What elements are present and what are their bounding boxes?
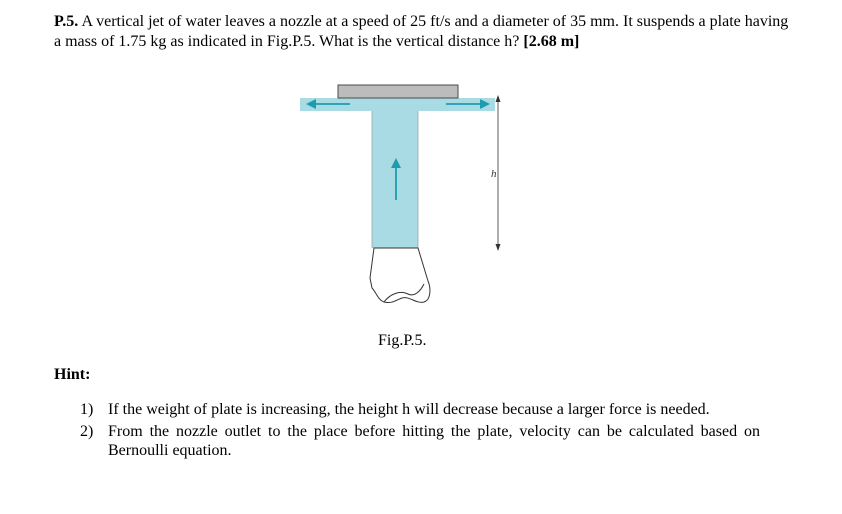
water-jet <box>300 98 495 248</box>
height-label: h <box>491 168 497 180</box>
hint-text: If the weight of plate is increasing, the height h will decrease because a larger force is needed. <box>108 401 710 418</box>
problem-statement <box>54 12 794 52</box>
plate <box>338 85 458 98</box>
hint-title: Hint: <box>54 366 91 383</box>
hint-number: 2) <box>80 423 94 440</box>
problem-answer: [2.68 m] <box>523 33 580 50</box>
hint-item <box>80 400 760 419</box>
hint-text: From the nozzle outlet to the place before hitting the plate, velocity can be calculated based on Bernoulli equation. <box>108 423 760 459</box>
jet-plate-figure <box>300 78 530 314</box>
figure-caption: Fig.P.5. <box>378 332 427 349</box>
problem-number: P.5. <box>54 13 79 30</box>
hint-number: 1) <box>80 401 94 418</box>
nozzle <box>370 248 430 303</box>
problem-text: A vertical jet of water leaves a nozzle at a speed of 25 ft/s and a diameter of 35 mm. It suspends a plate having a mass of 1.75 kg as indicated in Fig.P.5. What is the vertical distance h? <box>54 13 789 50</box>
height-bottom-arrow-icon <box>496 244 501 251</box>
hint-item <box>80 422 760 460</box>
jet-plate-diagram <box>300 78 530 314</box>
height-top-arrow-icon <box>496 95 501 102</box>
hint-list <box>80 400 760 463</box>
